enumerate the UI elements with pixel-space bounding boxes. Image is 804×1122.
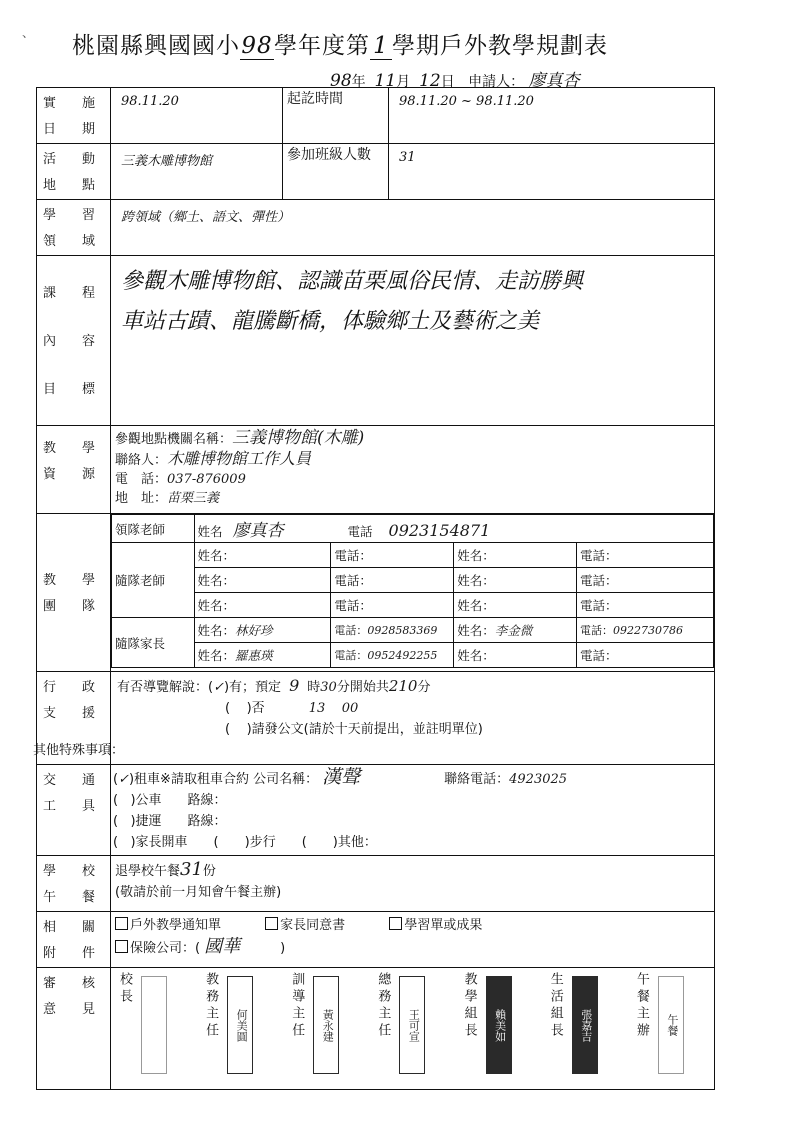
applicant-name: 廖真杏 [528, 71, 580, 91]
parent-phone-2[interactable]: 電話：0922730786 [577, 618, 714, 643]
label-transport: 交 通 工 具 [37, 765, 111, 856]
leader-phone: 0923154871 [388, 521, 491, 540]
worksheet-checkbox[interactable]: 學習單或成果 [389, 918, 482, 933]
bus-company: 漢聲 [322, 766, 361, 788]
sign-guide[interactable]: 訓導主任 黃永建 [283, 968, 369, 1078]
teacher-name-4[interactable]: 姓名： [454, 568, 577, 593]
label-attach: 相 關 附 件 [37, 912, 111, 968]
stamp-lunch: 午餐 [658, 976, 684, 1074]
lunch-block: 退學校午餐31份 (敬請於前一月知會午餐主辦) [111, 856, 715, 912]
stamp-life: 張嘉吉 [572, 976, 598, 1074]
parent-name-3[interactable]: 姓名：羅惠瑛 [194, 643, 331, 668]
public-bus-line[interactable]: ( )公車 路線： [113, 793, 227, 808]
teacher-name-1[interactable]: 姓名： [194, 543, 331, 568]
leader-name: 廖真杏 [232, 521, 284, 541]
teacher-name-3[interactable]: 姓名： [194, 568, 331, 593]
parent-drive-line[interactable]: ( )家長開車 ( )步行 ( )其他： [113, 835, 377, 850]
label-admin: 行 政 支 援 [37, 672, 111, 765]
period-value[interactable]: 98.11.20 ~ 98.11.20 [389, 88, 715, 144]
attach-block [111, 912, 715, 968]
teacher-phone-6[interactable]: 電話： [577, 593, 714, 618]
venue-value: 三義博物館(木雕) [232, 428, 365, 448]
teacher-phone-1[interactable]: 電話： [331, 543, 454, 568]
parent-phone-3[interactable]: 電話：0952492255 [331, 643, 454, 668]
stamp-edu: 何美圓 [227, 976, 253, 1074]
parent-name-4[interactable]: 姓名： [454, 643, 577, 668]
parent-phone-4[interactable]: 電話： [577, 643, 714, 668]
apply-date-line: 98年 11月 12日 申請人： 廖真杏 [330, 71, 580, 91]
teacher-phone-5[interactable]: 電話： [331, 593, 454, 618]
leader-row[interactable]: 姓名 廖真杏 電話 0923154871 [194, 515, 713, 543]
teacher-phone-2[interactable]: 電話： [577, 543, 714, 568]
label-date: 實 施 日 期 [37, 88, 111, 144]
label-review: 審 核 意 見 [37, 968, 111, 1090]
label-lunch: 學 校 午 餐 [37, 856, 111, 912]
lunch-return-line[interactable]: 退學校午餐31份 [115, 859, 216, 880]
team-table [111, 514, 714, 668]
place-value[interactable]: 三義木雕博物館 [111, 144, 283, 200]
parent-name-2[interactable]: 姓名：李金微 [454, 618, 577, 643]
label-goal: 課 程 內 容 目 標 [37, 256, 111, 426]
sign-general[interactable]: 總務主任 王可宣 [369, 968, 455, 1078]
teacher-phone-4[interactable]: 電話： [577, 568, 714, 593]
parent-role: 隨隊家長 [112, 618, 195, 668]
sign-principal[interactable]: 校長 [111, 968, 197, 1078]
label-resource: 教 學 資 源 [37, 426, 111, 514]
stamp-guide: 黃永建 [313, 976, 339, 1074]
venue-phone: 037-876009 [167, 472, 246, 487]
consent-checkbox[interactable]: 家長同意書 [265, 918, 345, 933]
planning-form [33, 87, 715, 1090]
class-count-value[interactable]: 31 [389, 144, 715, 200]
stamp-general: 王可宣 [399, 976, 425, 1074]
mrt-line[interactable]: ( )捷運 路線： [113, 814, 227, 829]
bus-company-phone: 4923025 [509, 772, 568, 787]
no-guide-line[interactable]: ( )否 13 00 [225, 701, 359, 716]
teacher-phone-3[interactable]: 電話： [331, 568, 454, 593]
venue-address: 苗栗三義 [167, 491, 220, 506]
label-place: 活 動 地 點 [37, 144, 111, 200]
leader-role: 領隊老師 [112, 515, 195, 543]
title-semester: 1 [370, 33, 392, 60]
date-value[interactable]: 98.11.20 [111, 88, 283, 144]
corner-mark: 、 [22, 26, 35, 40]
parent-name-1[interactable]: 姓名：林好珍 [194, 618, 331, 643]
rent-bus-line[interactable]: (✓)租車※請取租車合約 公司名稱： 漢聲 聯絡電話：4923025 [113, 766, 568, 788]
guide-line[interactable]: 有否導覽解說：(✓)有；預定 9 時30分開始共210分 [117, 676, 431, 695]
class-count-label: 參加班級人數 [283, 144, 389, 200]
insurance-checkbox[interactable]: 保險公司：( 國華 ) [115, 936, 710, 959]
sign-lunch[interactable]: 午餐主辦 午餐 [628, 968, 714, 1078]
transport-block [111, 765, 715, 856]
domain-value[interactable]: 跨領域（鄉土、語文、彈性） [111, 200, 715, 256]
label-team: 教 學 團 隊 [37, 514, 111, 672]
applicant-label: 申請人： [468, 74, 525, 90]
sign-life[interactable]: 生活組長 張嘉吉 [542, 968, 628, 1078]
teacher-name-2[interactable]: 姓名： [454, 543, 577, 568]
title-year: 98 [241, 33, 273, 59]
goal-value[interactable]: 參觀木雕博物館、認識苗栗風俗民情、走訪勝興 車站古蹟、龍騰斷橋，体驗鄉土及藝術之美 [111, 256, 715, 426]
teacher-name-5[interactable]: 姓名： [194, 593, 331, 618]
teacher-role: 隨隊老師 [112, 543, 195, 618]
review-block [111, 968, 715, 1090]
stamp-teach: 賴美如 [486, 976, 512, 1074]
notice-checkbox[interactable]: 戶外教學通知單 [115, 918, 221, 933]
sign-teach[interactable]: 教學組長 賴美如 [456, 968, 542, 1078]
period-label: 起訖時間 [283, 88, 389, 144]
sign-edu[interactable]: 教務主任 何美圓 [197, 968, 283, 1078]
label-domain: 學 習 領 域 [37, 200, 111, 256]
contact-value: 木雕博物館工作人員 [167, 449, 312, 468]
teacher-name-6[interactable]: 姓名： [454, 593, 577, 618]
resource-block: 參觀地點機關名稱：三義博物館(木雕) 聯絡人：木雕博物館工作人員 電 話：037-876009 地 址：苗栗三義 [111, 426, 715, 514]
other-notes-label: 其他特殊事項： [33, 743, 125, 758]
page-title: 桃園縣興國國小98學年度第 1 學期戶外教學規劃表 [72, 33, 608, 59]
official-doc-line[interactable]: ( )請發公文(請於十天前提出，並註明單位) [225, 722, 483, 737]
team-table-cell [111, 514, 715, 672]
parent-phone-1[interactable]: 電話：0928583369 [331, 618, 454, 643]
